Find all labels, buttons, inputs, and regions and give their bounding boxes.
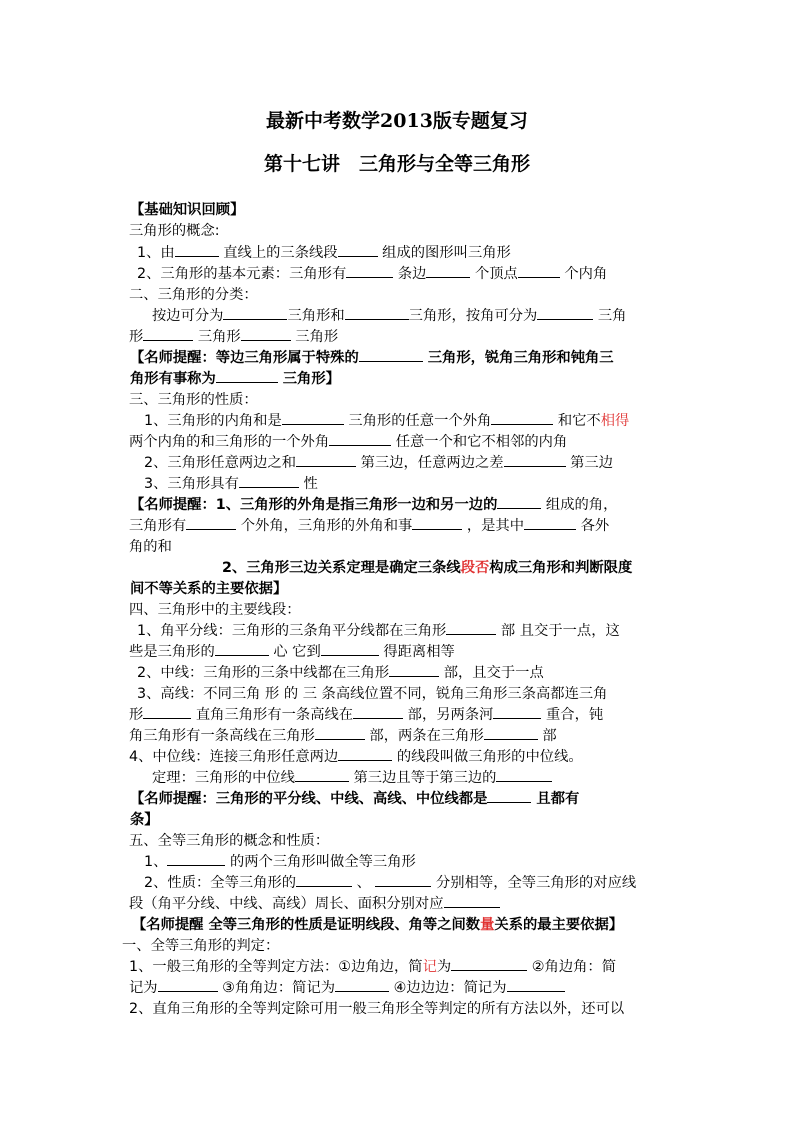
blank-line: [315, 726, 365, 740]
line-text: 各外: [580, 518, 610, 534]
line-text: 三角形，锐角三角形和钝角三: [427, 350, 614, 366]
blank-line: [451, 957, 527, 971]
text-line: [129, 957, 616, 978]
line-text: 1、三角形的内角和是: [144, 413, 282, 429]
line-text: 个内角: [564, 266, 608, 282]
line-text: 4、中位线：连接三角形任意两边: [129, 749, 339, 765]
text-line: [144, 453, 613, 474]
line-text: ③角角边：简记为: [222, 980, 336, 996]
line-text: 的线段叫做三角形的中位线。: [396, 749, 583, 765]
blank-line: [389, 663, 439, 677]
text-line: [129, 705, 603, 726]
line-text: 构成三角形和判断限度: [489, 560, 633, 576]
blank-line: [158, 978, 218, 992]
blank-line: [412, 516, 462, 530]
line-text: 形: [129, 329, 144, 345]
line-text: 分别相等，全等三角形的对应线: [436, 875, 637, 891]
text-line: [144, 411, 629, 432]
blank-line: [353, 705, 403, 719]
blank-line: [359, 348, 423, 362]
blank-line: [444, 894, 500, 908]
text-line: [129, 999, 624, 1020]
blank-line: [335, 978, 389, 992]
line-text: 1、一般三角形的全等判定方法：①边角边，简: [129, 959, 423, 975]
blank-line: [496, 768, 552, 782]
line-text: 条】: [130, 812, 159, 828]
line-text: 部，且交于一点: [443, 665, 544, 681]
blank-line: [338, 747, 392, 761]
blank-line: [167, 852, 225, 866]
line-text: 1、: [144, 854, 168, 870]
line-text: 为: [436, 959, 452, 975]
line-text: 组成的图形叫三角形: [382, 245, 511, 261]
text-line: [137, 264, 607, 285]
text-line: [144, 852, 416, 873]
highlighted-text: 量: [480, 917, 495, 933]
blank-line: [524, 516, 576, 530]
line-text: 部，另两条河: [407, 707, 494, 723]
line-text: 三、三角形的性质：: [129, 392, 258, 408]
line-text: ，是其中: [466, 518, 525, 534]
section-heading-text: 【基础知识回顾】: [130, 202, 245, 218]
tip-line: [130, 810, 159, 831]
document-title: 最新中考数学2013版专题复习: [266, 110, 528, 132]
blank-line: [484, 726, 538, 740]
line-text: 段（角平分线、中线、高线）周长、面积分别对应: [129, 896, 444, 912]
line-text: 2、直角三角形的全等判定除可用一般三角形全等判定的所有方法以外，还可以: [129, 1001, 625, 1017]
line-text: 三角形，按角可分为: [408, 308, 538, 324]
line-text: 定理：三角形的中位线: [152, 770, 295, 786]
text-line: [152, 768, 552, 789]
line-text: 2、三角形的基本元素：三角形有: [137, 266, 347, 282]
text-line: [144, 474, 318, 495]
text-line: [129, 978, 565, 999]
line-text: 间不等关系的主要依据】: [130, 581, 288, 597]
blank-line: [143, 705, 191, 719]
blank-line: [295, 768, 349, 782]
text-line: [129, 642, 455, 663]
text-line: [137, 684, 607, 705]
highlighted-text: 记: [422, 959, 437, 975]
line-text: 三角形】: [282, 371, 340, 387]
highlighted-text: 相得: [600, 413, 630, 429]
line-text: ④边边边：简记为: [393, 980, 507, 996]
text-line: [129, 537, 172, 558]
text-line: [129, 221, 220, 242]
line-text: 、: [356, 875, 371, 891]
blank-line: [296, 453, 356, 467]
blank-line: [223, 306, 287, 320]
line-text: 三角形有: [129, 518, 187, 534]
text-line: [129, 747, 583, 768]
text-line: [129, 516, 609, 537]
text-line: [129, 327, 338, 348]
line-text: 2、三角形任意两边之和: [144, 455, 297, 471]
blank-line: [241, 327, 291, 341]
line-text: 条边: [397, 266, 427, 282]
line-text: 的两个三角形叫做全等三角形: [229, 854, 416, 870]
line-text: 三角形: [197, 329, 241, 345]
blank-line: [215, 642, 269, 656]
line-text: 第三边且等于第三边的: [353, 770, 497, 786]
line-text: 三角形的任意一个外角: [348, 413, 492, 429]
blank-line: [518, 264, 560, 278]
line-text: 五、全等三角形的概念和性质：: [129, 833, 330, 849]
line-text: 重合，钝: [545, 707, 604, 723]
line-text: 第三边，任意两边之差: [360, 455, 504, 471]
blank-line: [504, 453, 566, 467]
line-text: 三角形的概念:: [129, 223, 220, 239]
line-text: 角的和: [129, 539, 172, 555]
blank-line: [216, 369, 278, 383]
text-line: [129, 285, 258, 306]
tip-line: [130, 495, 617, 516]
blank-line: [345, 306, 409, 320]
blank-line: [497, 495, 541, 509]
line-text: 【名师提醒 全等三角形的性质是证明线段、角等之间数: [132, 917, 481, 933]
line-text: 角形有事称为: [130, 371, 216, 387]
line-text: 部，两条在三角形: [369, 728, 484, 744]
blank-line: [375, 873, 431, 887]
tip-line: [130, 348, 614, 369]
text-line: [137, 243, 511, 264]
line-text: 直线上的三条线段: [223, 245, 338, 261]
line-text: 四、三角形中的主要线段：: [129, 602, 301, 618]
line-text: 且都有: [536, 791, 580, 807]
line-text: 关系的最主要依据】: [494, 917, 624, 933]
line-text: 两个内角的和三角形的一个外角: [129, 434, 330, 450]
line-text: 任意一个和它不相邻的内角: [395, 434, 568, 450]
line-text: 个顶点: [474, 266, 518, 282]
blank-line: [338, 243, 378, 257]
text-line: [137, 663, 544, 684]
line-text: 心 它到: [273, 644, 321, 660]
blank-line: [493, 705, 541, 719]
line-text: 2、中线：三角形的三条中线都在三角形: [137, 665, 390, 681]
blank-line: [296, 873, 352, 887]
line-text: 2、三角形三边关系定理是确定三条线: [222, 560, 461, 576]
section-heading: [130, 200, 244, 221]
text-line: [144, 873, 636, 894]
text-line: [152, 306, 626, 327]
blank-line: [175, 243, 219, 257]
line-text: 三角形: [295, 329, 339, 345]
blank-line: [537, 306, 593, 320]
text-line: [137, 621, 620, 642]
tip-line: [132, 915, 623, 936]
text-line: [129, 831, 329, 852]
line-text: 【名师提醒：1、三角形的外角是指三角形一边和另一边的: [130, 497, 498, 513]
tip-line: [130, 369, 340, 390]
line-text: 组成的角，: [545, 497, 618, 513]
blank-line: [426, 264, 470, 278]
blank-line: [186, 516, 236, 530]
tip-line: [130, 579, 287, 600]
blank-line: [239, 474, 299, 488]
line-text: 二、三角形的分类：: [129, 287, 258, 303]
line-text: 【名师提醒：三角形的平分线、中线、高线、中位线都是: [130, 791, 488, 807]
line-text: 部: [542, 728, 557, 744]
blank-line: [321, 642, 379, 656]
blank-line: [491, 411, 553, 425]
line-text: 1、角平分线：三角形的三条角平分线都在三角形: [137, 623, 447, 639]
tip-line: [222, 558, 632, 579]
line-text: 一、全等三角形的判定：: [122, 938, 280, 954]
blank-line: [282, 411, 344, 425]
blank-line: [329, 432, 391, 446]
text-line: [129, 894, 500, 915]
line-text: 记为: [129, 980, 158, 996]
blank-line: [487, 789, 531, 803]
lecture-title: 第十七讲 三角形与全等三角形: [263, 153, 530, 175]
line-text: 1、由: [137, 245, 175, 261]
blank-line: [507, 978, 565, 992]
tip-line: [130, 789, 579, 810]
highlighted-text: 段否: [460, 560, 490, 576]
line-text: 3、高线：不同三角 形 的 三 条高线位置不同，锐角三角形三条高都连三角: [137, 686, 608, 702]
line-text: 个外角，三角形的外角和事: [240, 518, 413, 534]
text-line: [129, 600, 301, 621]
text-line: [122, 936, 279, 957]
line-text: 【名师提醒：等边三角形属于特殊的: [130, 350, 359, 366]
line-text: ②角边角：简: [531, 959, 617, 975]
blank-line: [446, 621, 496, 635]
line-text: 第三边: [570, 455, 614, 471]
line-text: 三角: [597, 308, 627, 324]
text-line: [129, 432, 567, 453]
line-text: 性: [303, 476, 318, 492]
line-text: 得距离相等: [383, 644, 455, 660]
line-text: 些是三角形的: [129, 644, 215, 660]
line-text: 直角三角形有一条高线在: [195, 707, 354, 723]
line-text: 形: [129, 707, 144, 723]
line-text: 3、三角形具有: [144, 476, 239, 492]
text-line: [129, 390, 258, 411]
line-text: 按边可分为: [152, 308, 224, 324]
text-line: [129, 726, 557, 747]
line-text: 部 且交于一点，这: [500, 623, 620, 639]
blank-line: [143, 327, 193, 341]
line-text: 和它不: [557, 413, 601, 429]
blank-line: [346, 264, 393, 278]
line-text: 三角形和: [287, 308, 345, 324]
line-text: 角三角形有一条高线在三角形: [129, 728, 315, 744]
line-text: 2、性质：全等三角形的: [144, 875, 297, 891]
